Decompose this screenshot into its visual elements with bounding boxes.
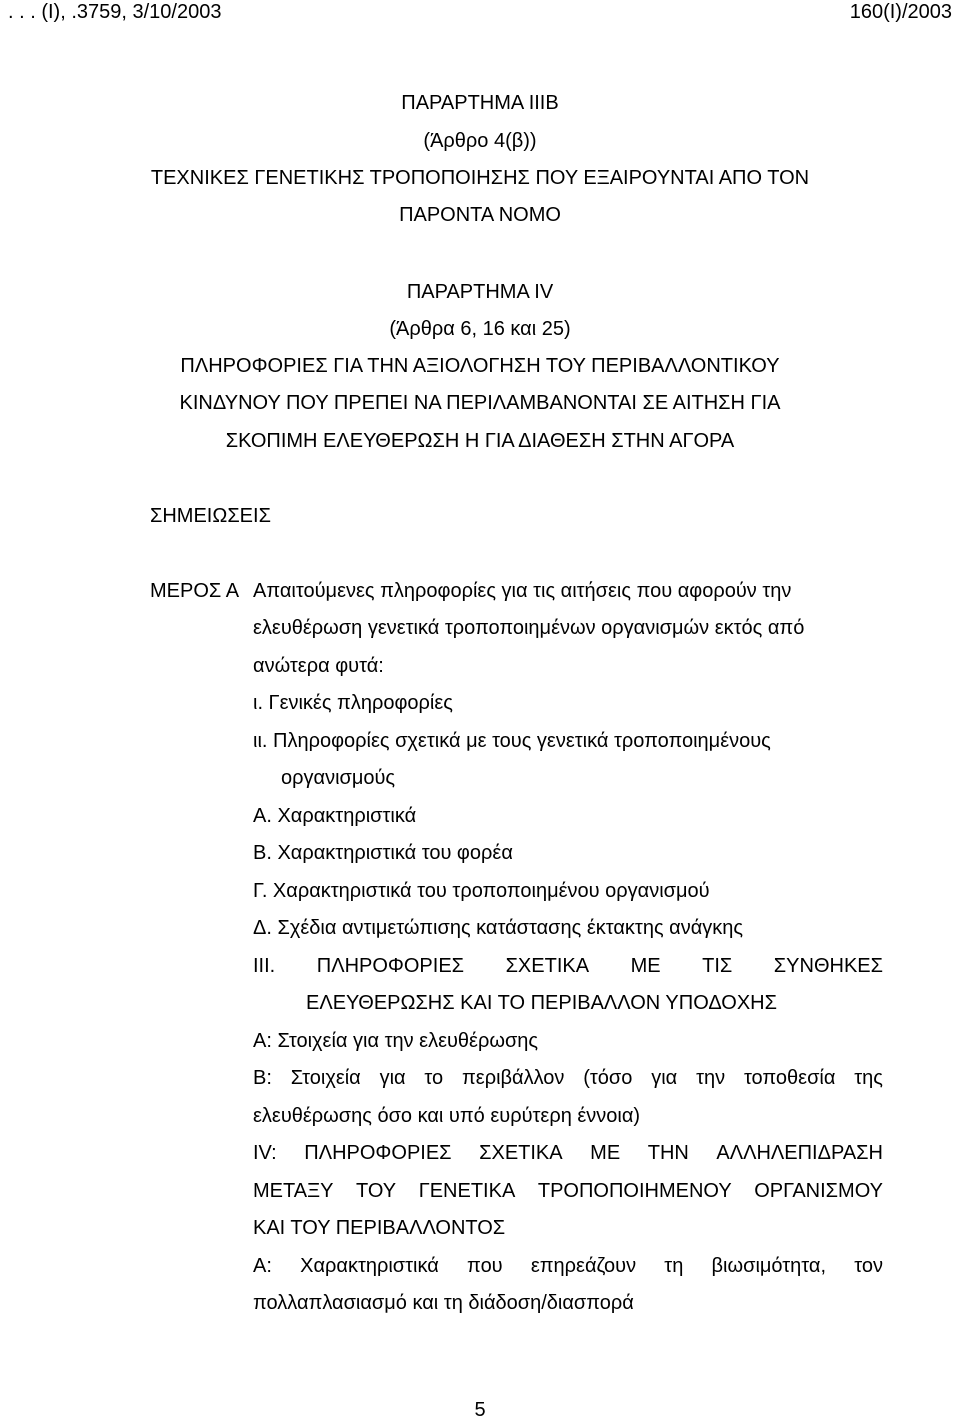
item-iii-b-line-2: ελευθέρωσης όσο και υπό ευρύτερη έννοια) <box>253 1105 641 1127</box>
notes-label: ΣΗΜΕΙΩΣΕΙΣ <box>150 505 271 527</box>
item-iv-line-3: ΚΑΙ ΤΟΥ ΠΕΡΙΒΑΛΛΟΝΤΟΣ <box>253 1217 506 1239</box>
annex-4-heading-2: ΚΙΝΔΥΝΟΥ ΠΟΥ ΠΡΕΠΕΙ ΝΑ ΠΕΡΙΛΑΜΒΑΝΟΝΤΑΙ ΣΕ ΑΙΤΗΣΗ ΓΙΑ <box>179 392 781 414</box>
item-iv-a-word: επηρεάζουν <box>530 1255 637 1277</box>
annex-4-title: ΠΑΡΑΡΤΗΜΑ ΙV <box>406 281 554 303</box>
item-iv-word: ΑΛΛΗΛΕΠΙΔΡΑΣΗ <box>716 1142 883 1164</box>
item-iii-b-word: (τόσο <box>583 1067 633 1089</box>
item-iv-line-2-word: ΤΡΟΠΟΠΟΙΗΜΕΝΟΥ <box>537 1180 732 1202</box>
item-iii-b-word: Στοιχεία <box>290 1067 361 1089</box>
item-iii-b-word: την <box>696 1067 726 1089</box>
item-iv-line-2 <box>253 1179 883 1203</box>
part-a-intro-1: Απαιτούμενες πληροφορίες για τις αιτήσεις που αφορούν την <box>253 580 792 602</box>
sub-item-b: Β. Χαρακτηριστικά του φορέα <box>253 842 513 864</box>
page-number: 5 <box>474 1399 486 1421</box>
item-iii-word: ΣΧΕΤΙΚΑ <box>505 955 590 977</box>
item-ii-line-1: ιι. Πληροφορίες σχετικά με τους γενετικά τροποποιημένους <box>253 730 771 752</box>
item-iii-b-word: το <box>424 1067 444 1089</box>
item-ii-line-2: οργανισμούς <box>281 767 396 789</box>
header-right: 160(Ι)/2003 <box>849 1 952 23</box>
part-a-label: ΜΕΡΟΣ Α <box>150 580 240 602</box>
item-iii-word: ΣΥΝΘΗΚΕΣ <box>773 955 883 977</box>
item-iii-word: ΠΛΗΡΟΦΟΡΙΕΣ <box>316 955 465 977</box>
item-iv-a-word: βιωσιμότητα, <box>711 1255 827 1277</box>
annex-4-heading-3: ΣΚΟΠΙΜΗ ΕΛΕΥΘΕΡΩΣΗ Η ΓΙΑ ΔΙΑΘΕΣΗ ΣΤΗΝ ΑΓΟΡΑ <box>225 430 735 452</box>
item-iv-a-word: τον <box>854 1255 883 1277</box>
item-iv-a-line-1 <box>253 1254 883 1278</box>
part-a-intro-3: ανώτερα φυτά: <box>253 655 384 677</box>
item-iv-word: ΤΗΝ <box>647 1142 689 1164</box>
item-iii-b-word: για <box>379 1067 406 1089</box>
item-iv-a-line-2: πολλαπλασιασμό και τη διάδοση/διασπορά <box>253 1292 634 1314</box>
item-iv-word: ΣΧΕΤΙΚΑ <box>479 1142 563 1164</box>
item-i: ι. Γενικές πληροφορίες <box>253 692 453 714</box>
sub-item-d: Δ. Σχέδια αντιμετώπισης κατάστασης έκτακτης ανάγκης <box>253 917 744 939</box>
part-a-intro-2: ελευθέρωση γενετικά τροποποιημένων οργανισμών εκτός από <box>253 617 805 639</box>
item-iv-word: ΙV: <box>253 1142 277 1164</box>
item-iv-word: ΠΛΗΡΟΦΟΡΙΕΣ <box>304 1142 452 1164</box>
item-iii-word: ΤΙΣ <box>702 955 733 977</box>
item-iv-line-2-word: ΜΕΤΑΞΥ <box>253 1180 334 1202</box>
annex-4-articles: (Άρθρα 6, 16 και 25) <box>389 318 571 340</box>
annex-3b-heading-1: ΤΕΧΝΙΚΕΣ ΓΕΝΕΤΙΚΗΣ ΤΡΟΠΟΠΟΙΗΣΗΣ ΠΟΥ ΕΞΑΙΡΟΥΝΤΑΙ ΑΠΟ ΤΟΝ <box>150 167 810 189</box>
item-iii-b-word: τοποθεσία <box>743 1067 836 1089</box>
item-iv-a-word: τη <box>664 1255 684 1277</box>
annex-3b-title: ΠΑΡΑΡΤΗΜΑ ΙΙΙΒ <box>401 92 559 114</box>
item-iv-line-2-word: ΤΟΥ <box>356 1180 397 1202</box>
item-iii-b-word: περιβάλλον <box>462 1067 565 1089</box>
item-iii-b-word: για <box>651 1067 678 1089</box>
sub-item-a: Α. Χαρακτηριστικά <box>253 805 417 827</box>
header-left: . . . (Ι), .3759, 3/10/2003 <box>8 1 222 23</box>
item-iii-b-word: της <box>854 1067 883 1089</box>
item-iii-b-line-1 <box>253 1066 883 1090</box>
item-iii-line-1 <box>253 954 883 978</box>
item-iii-a: Α: Στοιχεία για την ελευθέρωσης <box>253 1030 539 1052</box>
item-iii-word: ΜΕ <box>630 955 661 977</box>
item-iv-line-1 <box>253 1141 883 1165</box>
item-iv-line-2-word: ΟΡΓΑΝΙΣΜΟΥ <box>754 1180 883 1202</box>
item-iv-a-word: που <box>467 1255 503 1277</box>
item-iv-line-2-word: ΓΕΝΕΤΙΚΑ <box>418 1180 516 1202</box>
annex-3b-article: (Άρθρο 4(β)) <box>423 130 537 152</box>
item-iv-word: ΜΕ <box>590 1142 621 1164</box>
item-iii-line-2: ΕΛΕΥΘΕΡΩΣΗΣ ΚΑΙ ΤΟ ΠΕΡΙΒΑΛΛΟΝ ΥΠΟΔΟΧΗΣ <box>306 992 777 1014</box>
item-iv-a-word: Α: <box>253 1255 272 1277</box>
annex-3b-heading-2: ΠΑΡΟΝΤΑ ΝΟΜΟ <box>399 204 561 226</box>
item-iv-a-word: Χαρακτηριστικά <box>300 1255 439 1277</box>
annex-4-heading-1: ΠΛΗΡΟΦΟΡΙΕΣ ΓΙΑ ΤΗΝ ΑΞΙΟΛΟΓΗΣΗ ΤΟΥ ΠΕΡΙΒΑΛΛΟΝΤΙΚΟΥ <box>180 355 780 377</box>
item-iii-word: ΙΙΙ. <box>253 955 276 977</box>
sub-item-g: Γ. Χαρακτηριστικά του τροποποιημένου οργανισμού <box>253 880 710 902</box>
item-iii-b-word: Β: <box>253 1067 272 1089</box>
